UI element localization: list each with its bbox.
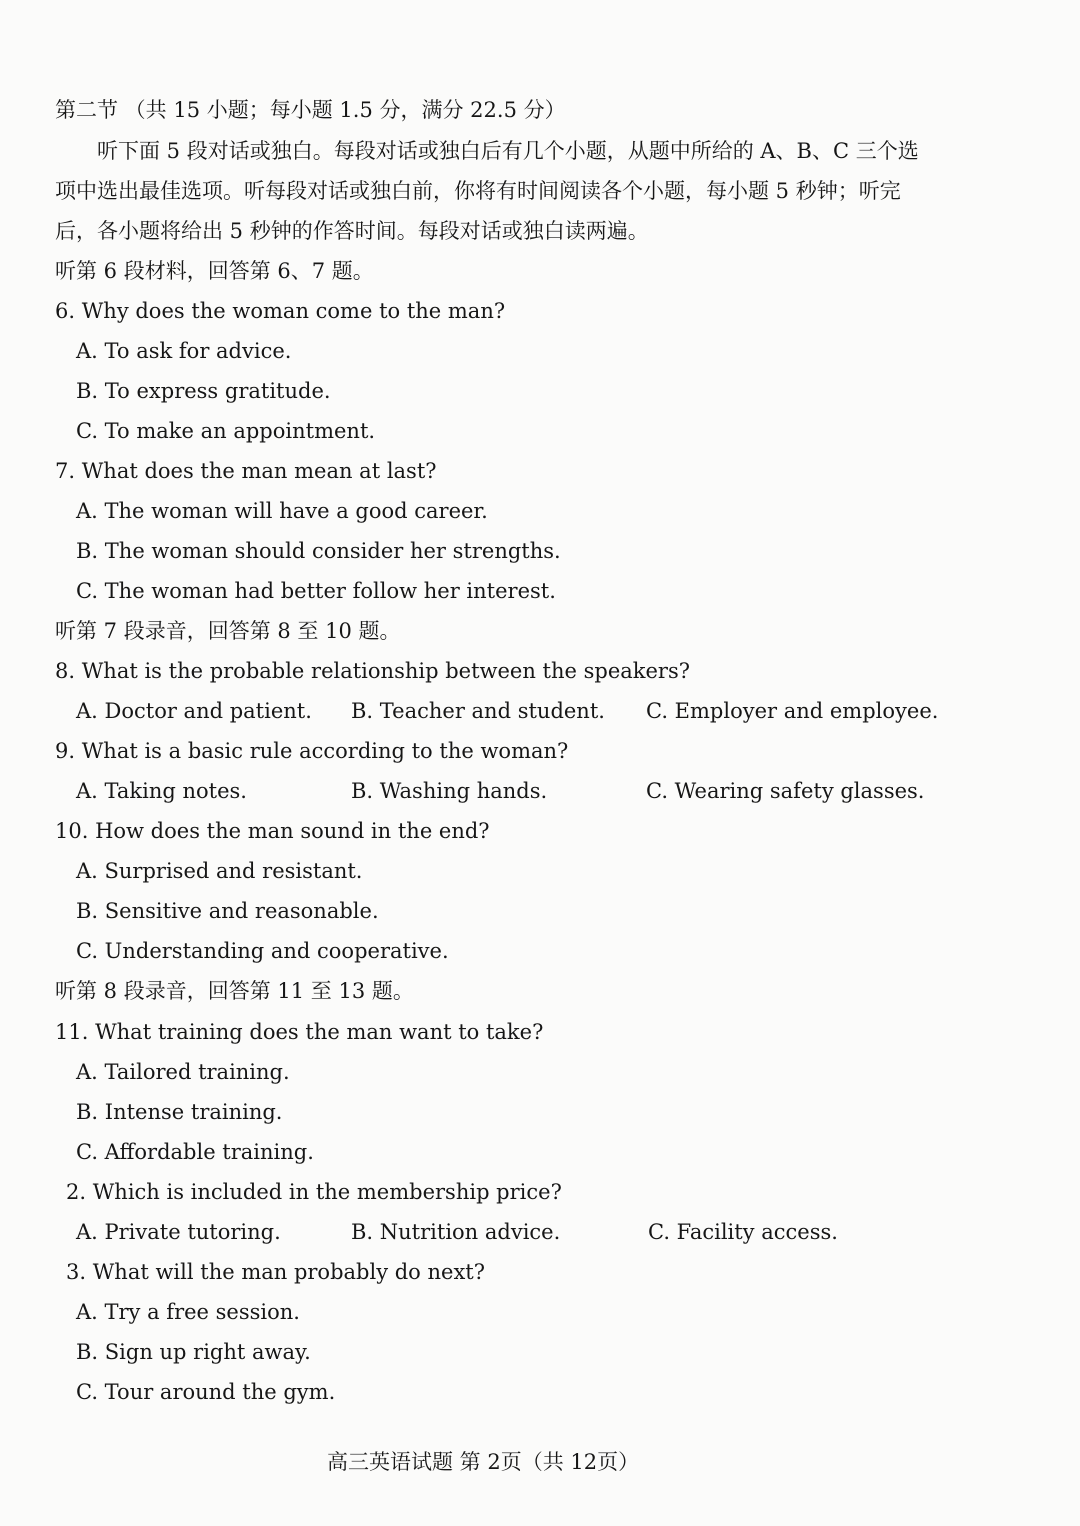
question-stem: 8. What is the probable relationship between the speakers? [55,659,691,683]
answer-option: C. Wearing safety glasses. [646,779,925,803]
group-intro: 听第 8 段录音，回答第 11 至 13 题。 [55,979,414,1003]
answer-option: A. Tailored training. [76,1060,290,1084]
group-intro: 听第 6 段材料，回答第 6、7 题。 [55,259,374,283]
answer-option: C. To make an appointment. [76,419,376,443]
question-stem: 9. What is a basic rule according to the woman? [55,739,569,763]
answer-option: C. Understanding and cooperative. [76,939,449,963]
answer-option: C. Tour around the gym. [76,1380,336,1404]
answer-option: C. Affordable training. [76,1140,314,1164]
answer-option: A. Doctor and patient. [76,699,312,723]
question-stem: 11. What training does the man want to take? [55,1020,544,1044]
question-stem: 6. Why does the woman come to the man? [55,299,506,323]
answer-option: B. Sign up right away. [76,1340,311,1364]
question-stem: 3. What will the man probably do next? [66,1260,485,1284]
answer-option: B. The woman should consider her strengths. [76,539,561,563]
section-heading: 第二节 （共 15 小题；每小题 1.5 分，满分 22.5 分） [55,98,566,122]
page-footer: 高三英语试题 第 2页（共 12页） [327,1450,640,1474]
instruction-line: 听下面 5 段对话或独白。每段对话或独白后有几个小题，从题中所给的 A、B、C 三个选 [97,139,919,163]
instruction-line: 后，各小题将给出 5 秒钟的作答时间。每段对话或独白读两遍。 [55,219,649,243]
answer-option: B. Nutrition advice. [351,1220,561,1244]
answer-option: A. Private tutoring. [76,1220,281,1244]
answer-option: A. The woman will have a good career. [76,499,488,523]
answer-option: C. Facility access. [648,1220,838,1244]
answer-option: A. Taking notes. [76,779,247,803]
answer-option: B. Washing hands. [351,779,548,803]
question-stem: 7. What does the man mean at last? [55,459,437,483]
answer-option: B. To express gratitude. [76,379,331,403]
answer-option: C. The woman had better follow her interest. [76,579,556,603]
answer-option: B. Intense training. [76,1100,283,1124]
group-intro: 听第 7 段录音，回答第 8 至 10 题。 [55,619,401,643]
answer-option: C. Employer and employee. [646,699,939,723]
answer-option: A. Surprised and resistant. [76,859,363,883]
answer-option: B. Sensitive and reasonable. [76,899,379,923]
question-stem: 2. Which is included in the membership price? [66,1180,562,1204]
answer-option: A. To ask for advice. [76,339,292,363]
question-stem: 10. How does the man sound in the end? [55,819,490,843]
answer-option: A. Try a free session. [76,1300,300,1324]
instruction-line: 项中选出最佳选项。听每段对话或独白前，你将有时间阅读各个小题，每小题 5 秒钟；听完 [55,179,901,203]
answer-option: B. Teacher and student. [351,699,605,723]
